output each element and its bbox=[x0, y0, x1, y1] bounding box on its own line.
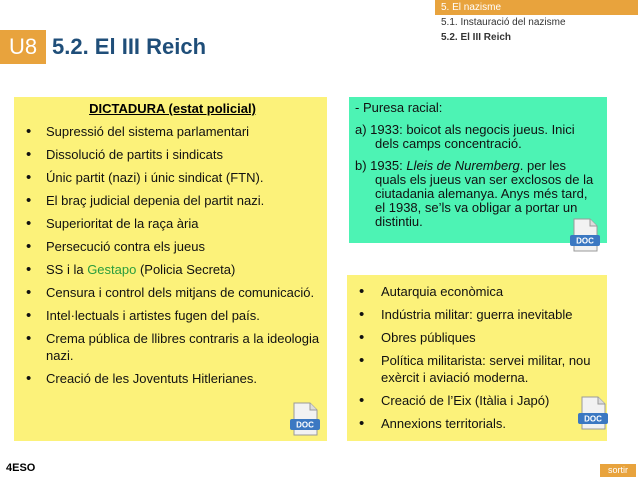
doc-icon-label: DOC bbox=[584, 414, 602, 424]
dictatorship-box bbox=[14, 97, 327, 441]
list-item-gestapo bbox=[24, 261, 321, 278]
exit-button[interactable]: sortir bbox=[600, 464, 636, 477]
list-item: • Obres públiques bbox=[355, 329, 601, 346]
point-b-prefix: b) 1935: bbox=[355, 158, 407, 173]
course-level: 4ESO bbox=[6, 462, 36, 474]
racial-purity-point-b bbox=[355, 159, 597, 229]
list-item: • Supressió del sistema parlamentari bbox=[24, 123, 321, 140]
list-item: • Creació de les Joventuts Hitlerianes. bbox=[24, 370, 321, 387]
dictatorship-list bbox=[24, 123, 321, 387]
dictatorship-heading: DICTADURA (estat policial) bbox=[89, 101, 256, 116]
doc-icon[interactable] bbox=[570, 218, 600, 252]
list-item: • Crema pública de llibres contraris a la ideologia nazi. bbox=[24, 330, 321, 364]
gestapo-link[interactable]: Gestapo bbox=[87, 262, 137, 277]
list-item: • Autarquia econòmica bbox=[355, 283, 601, 300]
breadcrumb-item-iii-reich[interactable]: 5.2. El III Reich bbox=[441, 32, 512, 43]
racial-purity-point-a: a) 1933: boicot als negocis jueus. Inici dels camps concentració. bbox=[355, 122, 575, 151]
nuremberg-laws: Lleis de Nuremberg bbox=[406, 158, 520, 173]
breadcrumb-item-nazisme[interactable]: 5. El nazisme bbox=[435, 0, 638, 15]
page-title: 5.2. El III Reich bbox=[52, 34, 207, 59]
doc-icon[interactable] bbox=[578, 396, 608, 430]
breadcrumb bbox=[435, 0, 638, 45]
unit-badge: U8 bbox=[0, 30, 46, 64]
list-item: • Indústria militar: guerra inevitable bbox=[355, 306, 601, 323]
doc-icon-label: DOC bbox=[296, 420, 314, 430]
gestapo-suffix: (Policia Secreta) bbox=[136, 262, 236, 277]
racial-purity-intro: - Puresa racial: bbox=[355, 100, 443, 115]
list-item: • Creació de l’Eix (Itàlia i Japó) bbox=[355, 392, 601, 409]
list-item: • Únic partit (nazi) i únic sindicat (FTN). bbox=[24, 169, 321, 186]
list-item: • Persecució contra els jueus bbox=[24, 238, 321, 255]
gestapo-prefix: SS i la bbox=[46, 262, 88, 277]
point-b-rest: . per les quals els jueus van ser exclosos de la ciutadania alemanya. Anys més tard, el 1938, se’ls va obligar a portar un distintiu. bbox=[375, 158, 594, 229]
economy-list bbox=[355, 283, 601, 432]
list-item: • Dissolució de partits i sindicats bbox=[24, 146, 321, 163]
list-item: • Annexions territorials. bbox=[355, 415, 601, 432]
list-item: • Intel·lectuals i artistes fugen del país. bbox=[24, 307, 321, 324]
list-item: • Superioritat de la raça ària bbox=[24, 215, 321, 232]
list-item: • Censura i control dels mitjans de comunicació. bbox=[24, 284, 321, 301]
list-item: • El braç judicial depenia del partit nazi. bbox=[24, 192, 321, 209]
racial-purity-box bbox=[349, 97, 607, 243]
economy-box bbox=[347, 275, 607, 441]
doc-icon-label: DOC bbox=[576, 236, 594, 246]
breadcrumb-item-instauracio[interactable]: 5.1. Instauració del nazisme bbox=[441, 17, 566, 28]
list-item: • Política militarista: servei militar, nou exèrcit i aviació moderna. bbox=[355, 352, 601, 386]
doc-icon[interactable] bbox=[290, 402, 320, 436]
